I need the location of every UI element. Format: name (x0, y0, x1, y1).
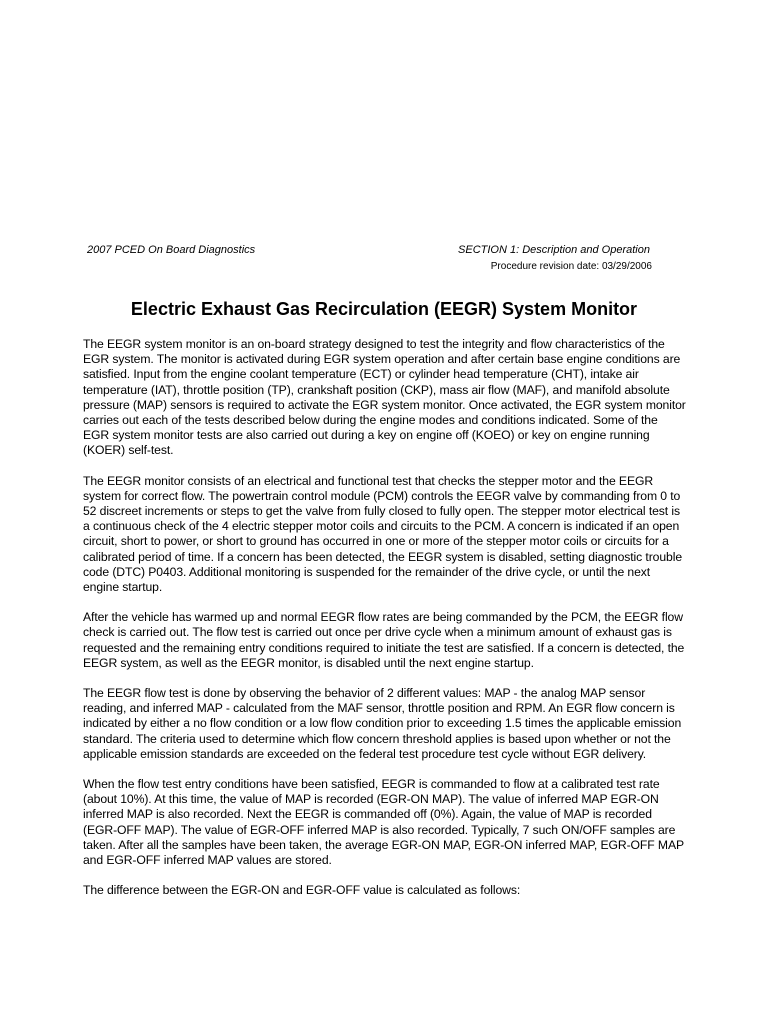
document-header-name: 2007 PCED On Board Diagnostics (87, 244, 256, 256)
paragraph-overview: The EEGR system monitor is an on-board strategy designed to test the integrity and flow characteristics of the EGR system. The monitor is activated during EGR system operation and after certain base engine conditions are satisfied. Input from the engine coolant temperature (ECT) or cylinder head temperature (CHT), intake air temperature (IAT), throttle position (TP), crankshaft position (CKP), mass air flow (MAF), and manifold absolute pressure (MAP) sensors is required to activate the EGR system monitor. Once activated, the EGR system monitor carries out each of the tests described below during the engine modes and conditions indicated. Some of the EGR system monitor tests are also carried out during a key on engine off (KOEO) or key on engine running (KOER) self-test. (83, 337, 686, 458)
page-title: Electric Exhaust Gas Recirculation (EEGR) System Monitor (130, 299, 638, 319)
document-header-section: SECTION 1: Description and Operation (458, 244, 650, 256)
paragraph-electrical-test: The EEGR monitor consists of an electrical and functional test that checks the stepper motor and the EEGR system for correct flow. The powertrain control module (PCM) controls the EEGR valve by commanding from 0 to 52 discreet increments or steps to get the valve from fully closed to fully open. The stepper motor electrical test is a continuous check of the 4 electric stepper motor coils and circuits to the PCM. A concern is indicated if an open circuit, short to power, or short to ground has occurred in one or more of the stepper motor coils or circuits for a calibrated period of time. If a concern has been detected, the EEGR system is disabled, setting diagnostic trouble code (DTC) P0403. Additional monitoring is suspended for the remainder of the drive cycle, or until the next engine startup. (83, 473, 682, 595)
document-body (83, 337, 687, 914)
revision-date: Procedure revision date: 03/29/2006 (490, 261, 652, 272)
paragraph-flow-check: After the vehicle has warmed up and normal EEGR flow rates are being commanded by the PCM, the EEGR flow check is carried out. The flow test is carried out once per drive cycle when a minimum amount of exhaust gas is requested and the remaining entry conditions required to initiate the test are satisfied. If a concern is detected, the EEGR system, as well as the EEGR monitor, is disabled until the next engine startup. (83, 610, 685, 670)
paragraph-entry-conditions: When the flow test entry conditions have been satisfied, EEGR is commanded to flow at a calibrated test rate (about 10%). At this time, the value of MAP is recorded (EGR-ON MAP). The value of inferred MAP EGR-ON inferred MAP is also recorded. Next the EEGR is commanded off (0%). Again, the value of MAP is recorded (EGR-OFF MAP). The value of EGR-OFF inferred MAP is also recorded. Typically, 7 such ON/OFF samples are taken. After all the samples have been taken, the average EGR-ON MAP, EGR-ON inferred MAP, EGR-OFF MAP and EGR-OFF inferred MAP values are stored. (83, 777, 684, 868)
paragraph-flow-test: The EEGR flow test is done by observing the behavior of 2 different values: MAP - the analog MAP sensor reading, and inferred MAP - calculated from the MAF sensor, throttle position and RPM. An EGR flow concern is indicated by either a no flow condition or a low flow condition prior to exceeding 1.5 times the applicable emission standard. The criteria used to determine which flow concern threshold applies is based upon whether or not the applicable emission standards are exceeded on the federal test procedure test cycle without EGR delivery. (83, 686, 682, 761)
paragraph-difference: The difference between the EGR-ON and EGR-OFF value is calculated as follows: (83, 883, 521, 898)
